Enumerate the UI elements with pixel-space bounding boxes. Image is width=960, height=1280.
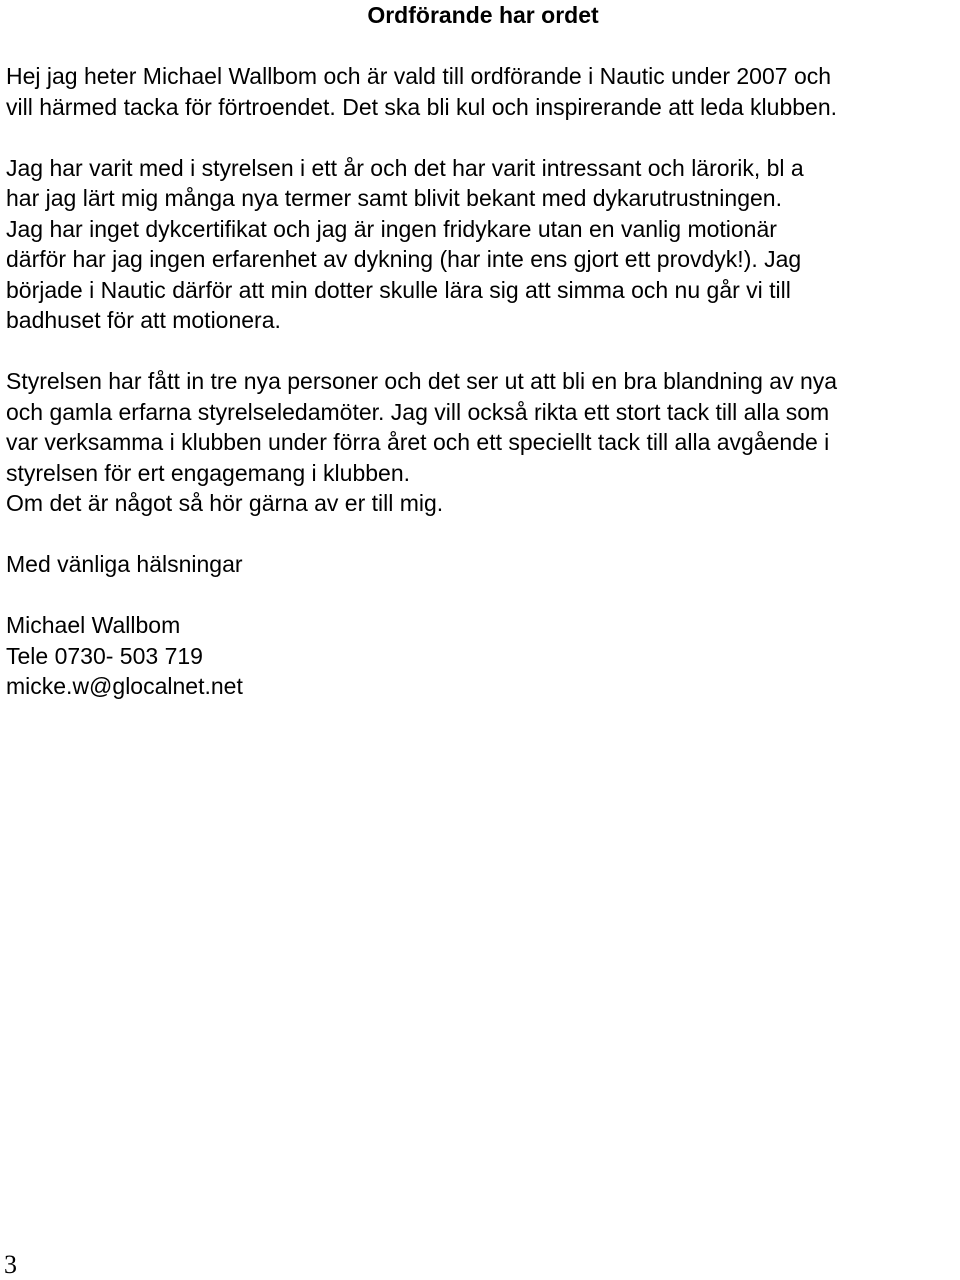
paragraph-3-line-4: styrelsen för ert engagemang i klubben. xyxy=(6,459,411,486)
signature-email: micke.w@glocalnet.net xyxy=(6,673,243,699)
paragraph-spacer xyxy=(6,519,960,550)
paragraph-1-line-2: vill härmed tacka för förtroendet. Det ska bli kul och inspirerande att leda klubben. xyxy=(6,93,837,120)
paragraph-1-line-1: Hej jag heter Michael Wallbom och är vald till ordförande i Nautic under 2007 och xyxy=(6,63,832,89)
paragraph-3-line-3: var verksamma i klubben under förra året och ett speciellt tack till alla avgående i xyxy=(6,429,830,455)
paragraph-spacer xyxy=(6,122,960,153)
signature-phone: Tele 0730- 503 719 xyxy=(6,642,203,669)
letter-body xyxy=(6,61,960,702)
paragraph-2-line-2: har jag lärt mig många nya termer samt blivit bekant med dykarutrustningen. xyxy=(6,185,782,211)
paragraph-3-line-2: och gamla erfarna styrelseledamöter. Jag vill också rikta ett stort tack till alla som xyxy=(6,398,830,425)
paragraph-2-line-6: badhuset för att motionera. xyxy=(6,307,281,333)
page-number: 3 xyxy=(4,1250,17,1279)
paragraph-2-line-4: därför har jag ingen erfarenhet av dykning (har inte ens gjort ett provdyk!). Jag xyxy=(6,246,802,272)
paragraph-3-line-1: Styrelsen har fått in tre nya personer och det ser ut att bli en bra blandning av nya xyxy=(6,368,838,394)
paragraph-2-line-3: Jag har inget dykcertifikat och jag är ingen fridykare utan en vanlig motionär xyxy=(6,215,777,242)
paragraph-3-line-5: Om det är något så hör gärna av er till mig. xyxy=(6,490,444,516)
paragraph-spacer xyxy=(6,580,960,611)
page-title: Ordförande har ordet xyxy=(367,2,599,28)
paragraph-spacer xyxy=(6,336,960,367)
closing-greeting: Med vänliga hälsningar xyxy=(6,551,243,577)
signature-name: Michael Wallbom xyxy=(6,612,181,638)
paragraph-2-line-1: Jag har varit med i styrelsen i ett år och det har varit intressant och lärorik, bl a xyxy=(6,154,804,181)
paragraph-2-line-5: började i Nautic därför att min dotter skulle lära sig att simma och nu går vi till xyxy=(6,276,791,303)
